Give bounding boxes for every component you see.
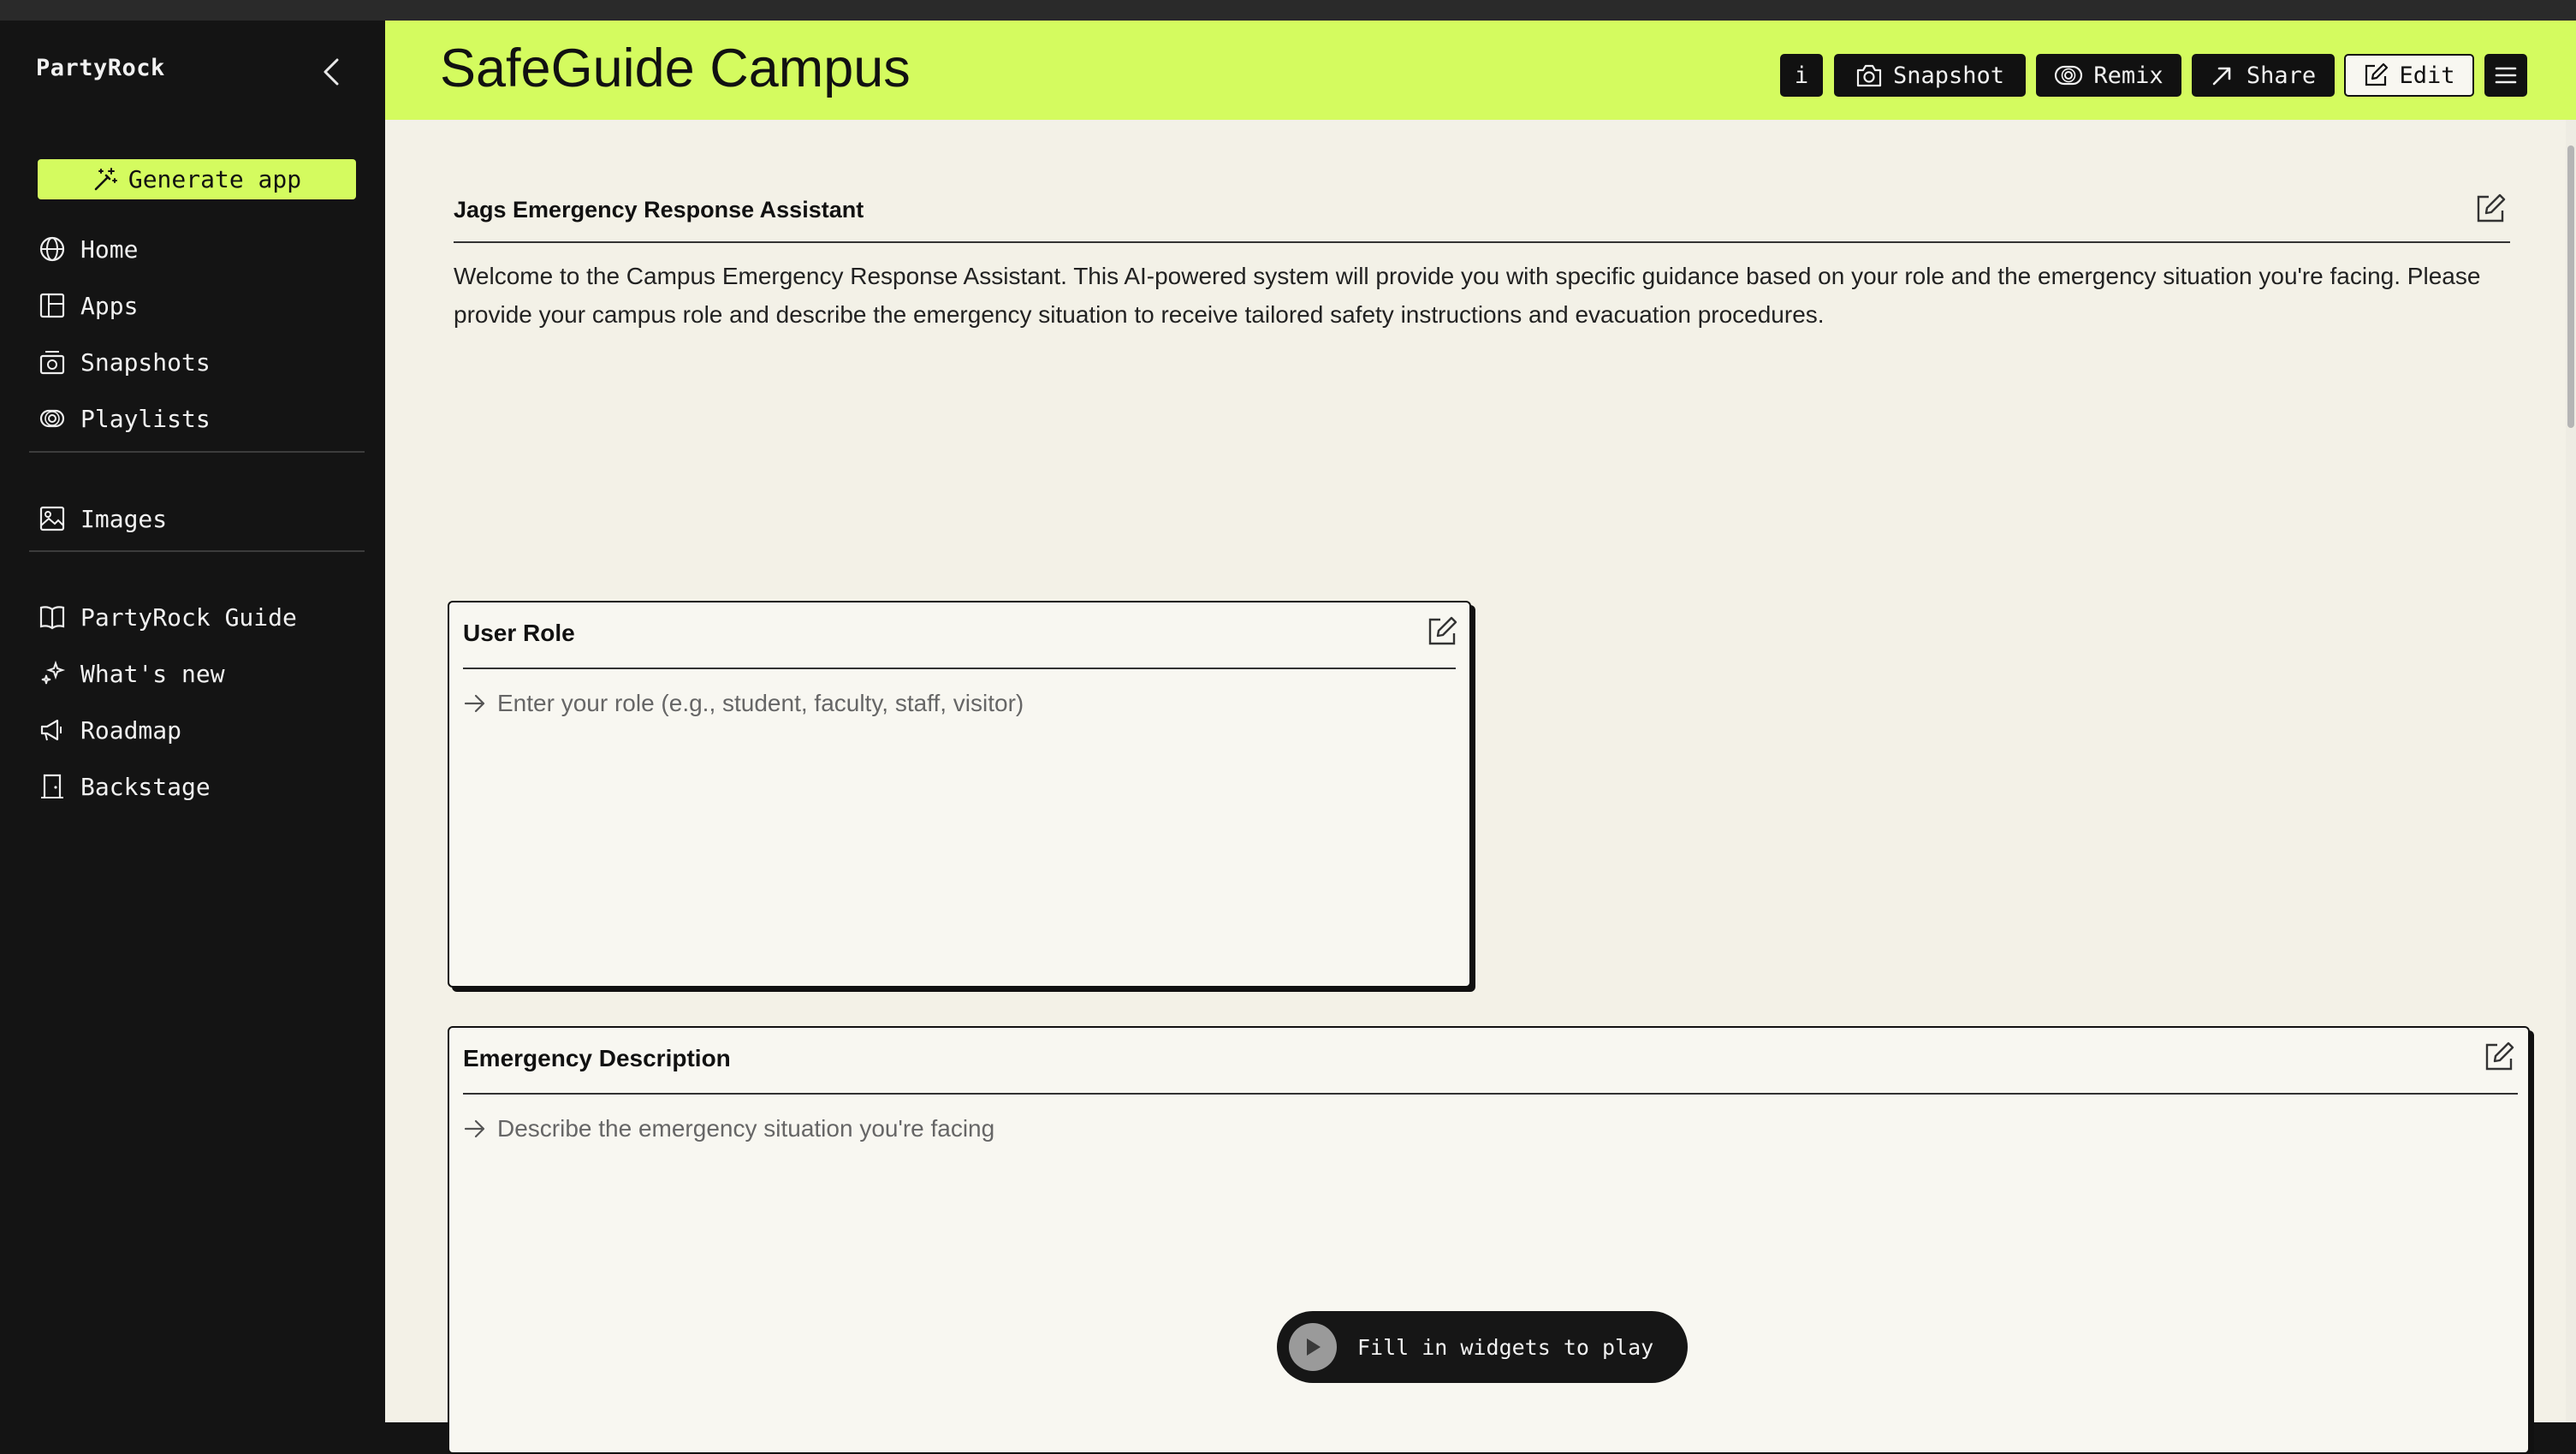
remix-label: Remix	[2093, 62, 2163, 89]
emergency-description-title: Emergency Description	[463, 1045, 731, 1071]
arrow-right-icon	[2211, 63, 2236, 87]
sidebar-item-images[interactable]	[38, 504, 167, 533]
app-root	[8, 21, 2576, 1422]
user-role-widget	[448, 601, 1471, 988]
sidebar-item-label: Images	[80, 504, 168, 533]
sidebar-item-apps[interactable]	[38, 291, 138, 320]
vertical-scrollbar[interactable]	[2566, 120, 2576, 1422]
info-label: i	[1794, 62, 1809, 89]
sidebar	[8, 21, 385, 1422]
play-icon	[1303, 1336, 1323, 1358]
camera-icon	[1855, 62, 1883, 88]
sidebar-divider	[29, 451, 365, 453]
user-role-divider	[463, 668, 1456, 669]
intro-divider	[454, 241, 2510, 243]
generate-app-label: Generate app	[128, 165, 302, 193]
sidebar-divider	[29, 550, 365, 552]
snapshot-button[interactable]	[1834, 54, 2026, 97]
sidebar-item-home[interactable]	[38, 234, 138, 264]
generate-app-button[interactable]	[38, 159, 356, 199]
hamburger-menu-icon	[2495, 66, 2517, 85]
sidebar-item-label: PartyRock Guide	[80, 602, 297, 632]
main-panel	[385, 21, 2576, 1422]
play-button[interactable]	[1277, 1311, 1688, 1383]
user-role-edit-button[interactable]	[1425, 614, 1459, 649]
sidebar-item-label: Backstage	[80, 772, 211, 801]
collapse-sidebar-button[interactable]	[312, 53, 350, 91]
sidebar-item-label: Playlists	[80, 404, 211, 433]
play-label: Fill in widgets to play	[1357, 1334, 1654, 1360]
intro-widget-title: Jags Emergency Response Assistant	[454, 197, 864, 223]
emergency-description-widget	[448, 1026, 2530, 1454]
playlist-icon	[38, 404, 67, 433]
megaphone-icon	[38, 715, 67, 745]
sidebar-item-backstage[interactable]	[38, 772, 211, 801]
user-role-input-row	[463, 685, 1353, 722]
book-icon	[38, 602, 67, 632]
page-title: SafeGuide Campus	[440, 39, 911, 98]
emergency-edit-button[interactable]	[2482, 1040, 2516, 1074]
chevron-left-icon	[320, 57, 342, 86]
share-label: Share	[2246, 62, 2317, 89]
arrow-right-icon	[463, 1119, 487, 1139]
door-icon	[38, 772, 67, 801]
snapshot-label: Snapshot	[1892, 62, 2005, 89]
remix-button[interactable]	[2036, 54, 2181, 97]
sidebar-item-label: What's new	[80, 659, 225, 688]
emergency-input-row	[463, 1110, 1353, 1148]
menu-button[interactable]	[2484, 54, 2527, 97]
sparkle-icon	[38, 659, 67, 688]
sidebar-item-roadmap[interactable]	[38, 715, 181, 745]
window-top-strip	[0, 0, 2576, 21]
globe-icon	[38, 234, 67, 264]
remix-icon	[2054, 64, 2083, 86]
app-header	[385, 21, 2576, 120]
sidebar-item-whats-new[interactable]	[38, 659, 225, 688]
sidebar-item-label: Apps	[80, 291, 139, 320]
sidebar-item-label: Home	[80, 234, 139, 264]
edit-button[interactable]	[2344, 54, 2474, 97]
emergency-description-divider	[463, 1093, 2518, 1095]
user-role-title: User Role	[463, 620, 575, 646]
edit-icon	[2482, 1040, 2516, 1074]
scrollbar-thumb[interactable]	[2567, 145, 2574, 428]
emergency-description-input[interactable]	[497, 1115, 1353, 1142]
intro-edit-button[interactable]	[2473, 192, 2508, 226]
sidebar-item-playlists[interactable]	[38, 404, 211, 433]
sidebar-item-label: Roadmap	[80, 715, 182, 745]
edit-label: Edit	[2399, 62, 2455, 89]
layout-icon	[38, 291, 67, 320]
edit-icon	[2363, 62, 2389, 88]
info-button[interactable]	[1780, 54, 1823, 97]
intro-description: Welcome to the Campus Emergency Response Assistant. This AI-powered system will provide you with specific guidance based on your role and the emergency situation you're facing. Please provide your campus role and describe the emergency situation to receive tailored safety instructions and evacuation procedures.	[454, 263, 2481, 328]
camera-stack-icon	[38, 347, 67, 377]
images-icon	[38, 504, 67, 533]
brand-logo[interactable]: PartyRock	[36, 55, 165, 81]
sidebar-item-snapshots[interactable]	[38, 347, 211, 377]
play-circle	[1289, 1323, 1337, 1371]
edit-icon	[2473, 192, 2508, 226]
magic-wand-icon	[92, 167, 118, 193]
edit-icon	[1425, 614, 1459, 649]
sidebar-item-partyrock-guide[interactable]	[38, 602, 297, 632]
user-role-input[interactable]	[497, 690, 1353, 717]
sidebar-item-label: Snapshots	[80, 347, 211, 377]
share-button[interactable]	[2192, 54, 2335, 97]
arrow-right-icon	[463, 693, 487, 714]
